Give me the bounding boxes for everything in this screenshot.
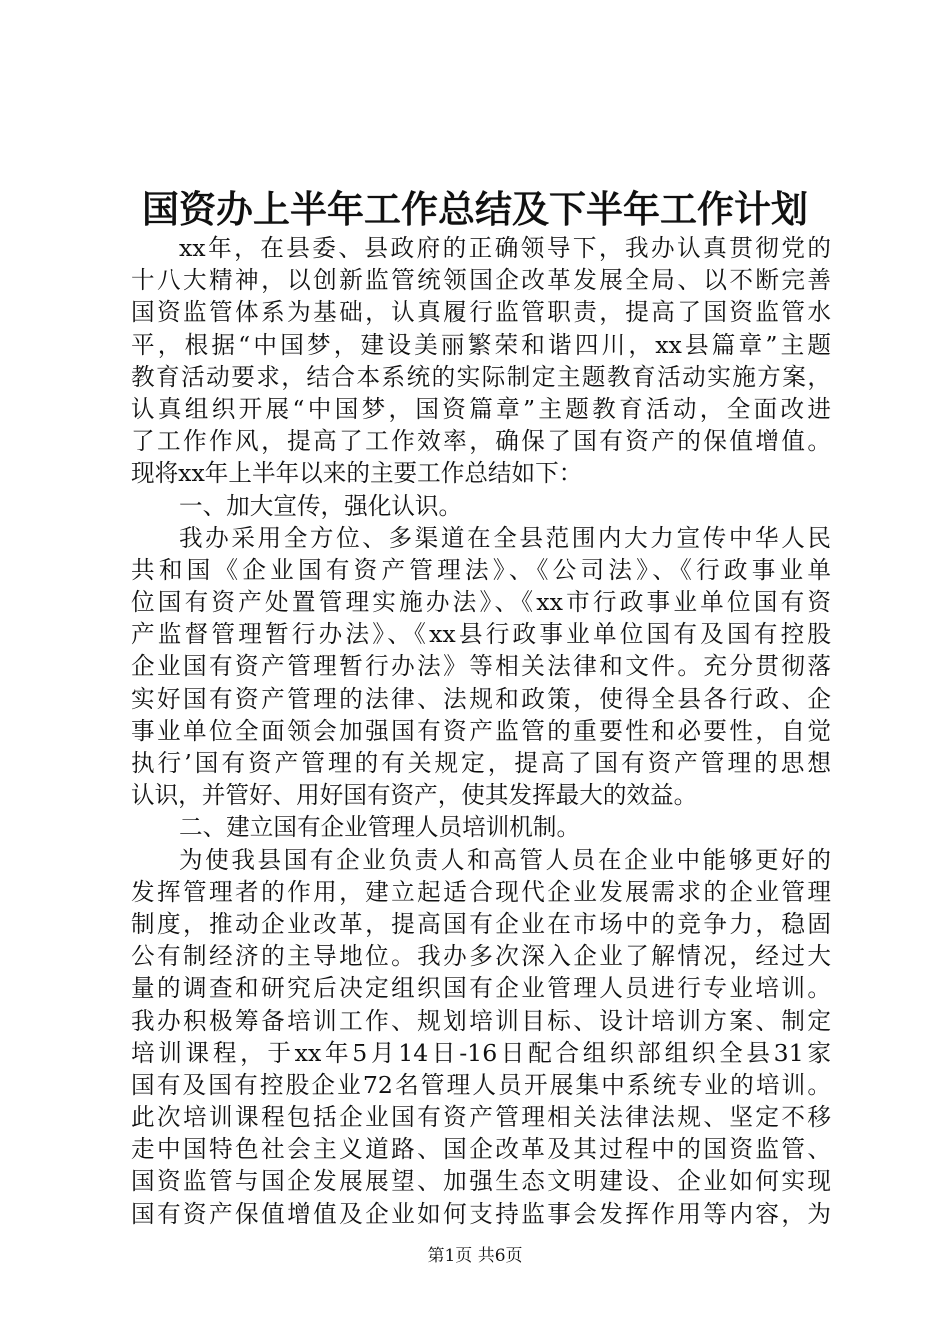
paragraph-line: 培训课程，于xx年5月14日-16日配合组织部组织全县31家 <box>131 1038 831 1067</box>
paragraph-line: 实好国有资产管理的法律、法规和政策，使得全县各行政、企 <box>131 684 831 713</box>
paragraph-line: xx年，在县委、县政府的正确领导下，我办认真贯彻党的 <box>179 234 831 262</box>
paragraph-line: 企业国有资产管理暂行办法》等相关法律和文件。充分贯彻落 <box>131 652 831 681</box>
paragraph-line: 位国有资产处置管理实施办法》、《xx市行政事业单位国有资 <box>131 588 831 617</box>
paragraph-line: 教育活动要求，结合本系统的实际制定主题教育活动实施方案， <box>131 362 831 391</box>
paragraph-line: 制度，推动企业改革，提高国有企业在市场中的竞争力，稳固 <box>131 909 831 938</box>
paragraph-line: 国资监管体系为基础，认真履行监管职责，提高了国资监管水 <box>131 298 831 327</box>
paragraph-line: 公有制经济的主导地位。我办多次深入企业了解情况，经过大 <box>131 942 831 971</box>
paragraph-line: 平，根据“中国梦，建设美丽繁荣和谐四川，xx县篇章”主题 <box>131 330 831 359</box>
paragraph-line: 认识，并管好、用好国有资产，使其发挥最大的效益。 <box>131 781 698 810</box>
paragraph-line: 发挥管理者的作用，建立起适合现代企业发展需求的企业管理 <box>131 877 831 906</box>
section-heading: 二、建立国有企业管理人员培训机制。 <box>179 813 581 842</box>
paragraph-line: 共和国《企业国有资产管理法》、《公司法》、《行政事业单 <box>131 555 831 584</box>
paragraph-line: 我办积极筹备培训工作、规划培训目标、设计培训方案、制定 <box>131 1006 831 1035</box>
document-title: 国资办上半年工作总结及下半年工作计划 <box>142 187 808 231</box>
paragraph-line: 国资监管与国企发展展望、加强生态文明建设、企业如何实现 <box>131 1167 831 1196</box>
paragraph-line: 现将xx年上半年以来的主要工作总结如下： <box>131 459 583 488</box>
paragraph-line: 了工作作风，提高了工作效率，确保了国有资产的保值增值。 <box>131 427 831 456</box>
paragraph-line: 国有及国有控股企业72名管理人员开展集中系统专业的培训。 <box>131 1070 831 1099</box>
paragraph-line: 我办采用全方位、多渠道在全县范围内大力宣传中华人民 <box>179 523 831 552</box>
paragraph-line: 为使我县国有企业负责人和高管人员在企业中能够更好的 <box>179 845 831 874</box>
paragraph-line: 认真组织开展“中国梦，国资篇章”主题教育活动，全面改进 <box>131 394 831 423</box>
paragraph-line: 执行’国有资产管理的有关规定，提高了国有资产管理的思想 <box>131 749 831 777</box>
paragraph-line: 国有资产保值增值及企业如何支持监事会发挥作用等内容，为 <box>131 1199 831 1228</box>
paragraph-line: 事业单位全面领会加强国有资产监管的重要性和必要性，自觉 <box>131 716 831 745</box>
paragraph-line: 十八大精神，以创新监管统领国企改革发展全局、以不断完善 <box>131 266 831 295</box>
document-body <box>131 232 831 1230</box>
paragraph-line: 量的调查和研究后决定组织国有企业管理人员进行专业培训。 <box>131 974 831 1003</box>
section-heading: 一、加大宣传，强化认识。 <box>179 491 463 520</box>
page-number-footer: 第1页 共6页 <box>427 1246 523 1266</box>
paragraph-line: 走中国特色社会主义道路、国企改革及其过程中的国资监管、 <box>131 1135 831 1164</box>
paragraph-line: 产监督管理暂行办法》、《xx县行政事业单位国有及国有控股 <box>131 620 831 649</box>
paragraph-line: 此次培训课程包括企业国有资产管理相关法律法规、坚定不移 <box>131 1103 831 1132</box>
